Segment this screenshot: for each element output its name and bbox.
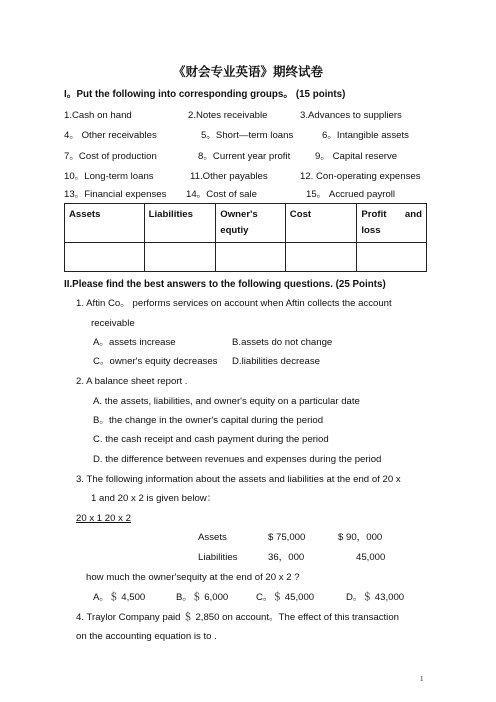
q1-option-a: A。assets increase [93, 337, 176, 348]
header-liabilities: Liabilities [144, 204, 216, 243]
term-10: 10。Long-term loans [64, 171, 154, 182]
term-1: 1.Cash on hand [64, 110, 132, 121]
page-number: 1 [420, 675, 424, 683]
q1-option-d: D.liabilities decrease [232, 356, 320, 367]
q3-option-b: B。＄ 6,000 [176, 592, 229, 603]
q4-stem-line2: on the accounting equation is to . [76, 631, 217, 642]
term-8: 8。Current year profit [198, 151, 291, 162]
term-6: 6。Intangible assets [322, 130, 409, 141]
header-profit-and-loss: Profit and loss [357, 204, 427, 243]
answer-cell-profit-and-loss[interactable] [357, 243, 427, 272]
q3-stem-line2: 1 and 20 x 2 is given below： [91, 493, 217, 504]
q3-option-c: C。＄ 45,000 [256, 592, 315, 603]
answer-cell-liabilities[interactable] [144, 243, 216, 272]
table-answer-row [65, 243, 427, 272]
q3-liabilities-label: Liabilities [198, 552, 238, 563]
q1-option-c: C。owner's equity decreases [93, 356, 218, 367]
q2-option-c: C. the cash receipt and cash payment during the period [93, 434, 329, 445]
exam-title: 《财会专业英语》期终试卷 [172, 64, 323, 79]
term-2: 2.Notes receivable [188, 110, 268, 121]
answer-cell-cost[interactable] [285, 243, 357, 272]
q3-option-d: D。＄ 43,000 [346, 592, 405, 603]
term-11: 11.Other payables [190, 171, 268, 182]
q3-liabilities-year2: 45,000 [356, 552, 386, 563]
q2-option-a: A. the assets, liabilities, and owner's equity on a particular date [93, 396, 360, 407]
table-header-row [65, 204, 427, 243]
q3-stem-line1: 3. The following information about the assets and liabilities at the end of 20 x [76, 474, 401, 485]
header-cost: Cost [285, 204, 357, 243]
q3-option-a: A。＄ 4,500 [93, 592, 146, 603]
term-13: 13。Financial expenses [64, 189, 167, 200]
q2-stem: 2. A balance sheet report . [76, 376, 188, 387]
q3-liabilities-year1: 36，000 [268, 552, 305, 563]
header-assets: Assets [65, 204, 145, 243]
header-owners-equity: Owner's equtiy [216, 204, 286, 243]
answer-cell-assets[interactable] [65, 243, 145, 272]
q2-option-d: D. the difference between revenues and expenses during the period [93, 454, 382, 465]
section2-heading: II.Please find the best answers to the following questions. (25 Points) [64, 279, 386, 290]
answer-cell-owners-equity[interactable] [216, 243, 286, 272]
q1-stem-line2: receivable [91, 318, 135, 329]
q4-stem-line1: 4. Traylor Company paid ＄ 2,850 on account。The effect of this transaction [76, 612, 399, 623]
term-5: 5。Short—term loans [201, 130, 294, 141]
term-4: 4。 Other receivables [64, 130, 157, 141]
q3-question: how much the owner'sequity at the end of 20 x 2 ? [86, 572, 300, 583]
q3-assets-label: Assets [198, 532, 227, 543]
classification-table [64, 203, 427, 272]
q3-assets-year1: $ 75,000 [268, 532, 306, 543]
q3-assets-year2: $ 90，000 [338, 532, 383, 543]
term-14: 14。Cost of sale [186, 189, 257, 200]
term-3: 3.Advances to suppliers [300, 110, 402, 121]
term-7: 7。Cost of production [64, 151, 157, 162]
q2-option-b: B。the change in the owner's capital during the period [93, 415, 324, 426]
q1-option-b: B.assets do not change [232, 337, 333, 348]
q1-stem-line1: 1. Aftin Co。 performs services on account when Aftin collects the account [76, 298, 392, 309]
section1-heading: I。Put the following into corresponding groups。 (15 points) [64, 89, 346, 100]
term-9: 9。 Capital reserve [315, 151, 398, 162]
term-12: 12. Con-operating expenses [300, 171, 421, 182]
q3-year-headers: 20 x 1 20 x 2 [76, 513, 131, 524]
term-15: 15。 Accrued payroll [306, 189, 396, 200]
